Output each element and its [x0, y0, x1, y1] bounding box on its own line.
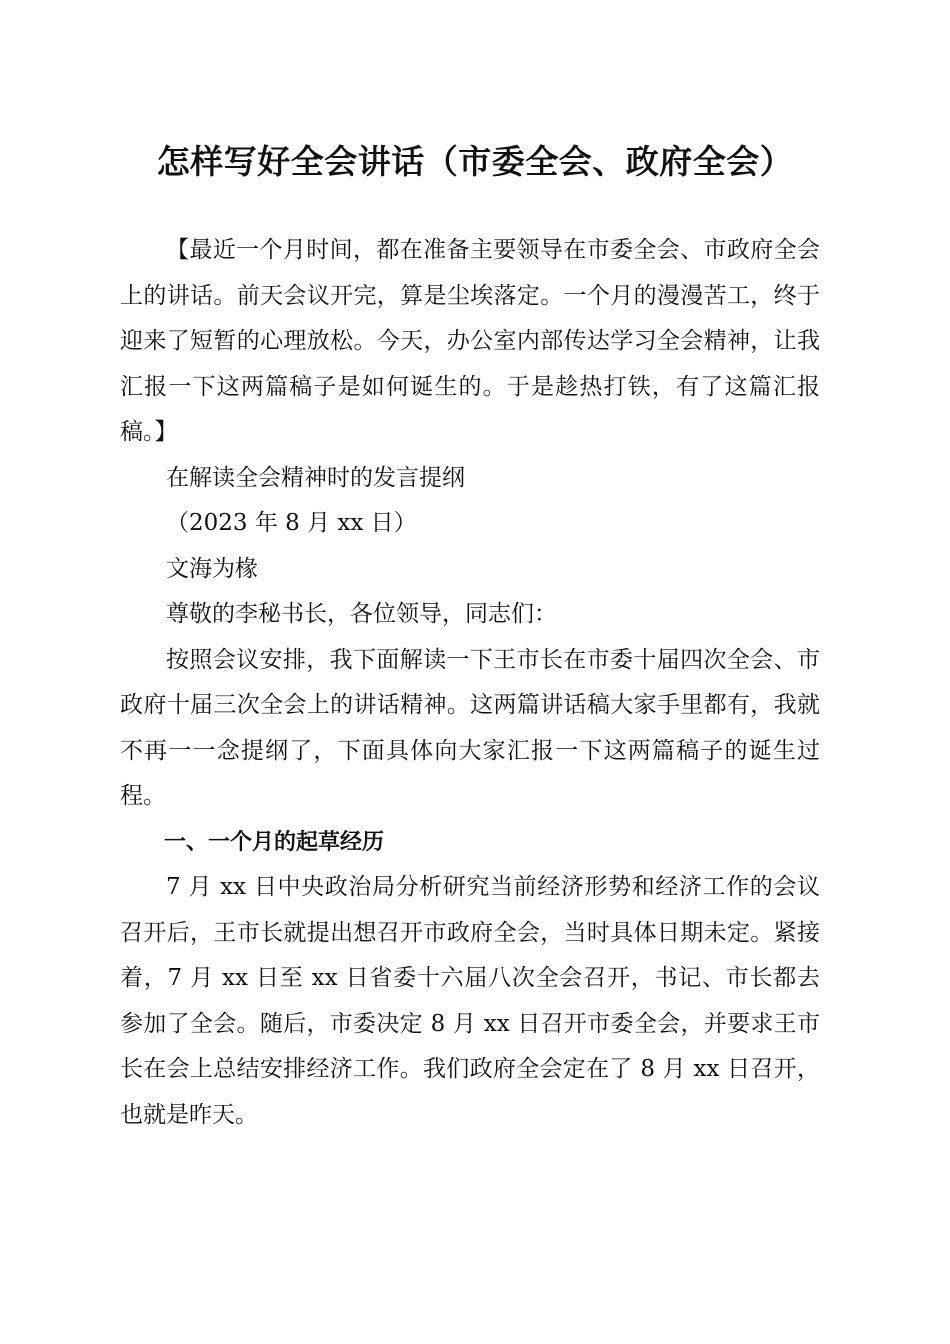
document-title: 怎样写好全会讲话（市委全会、政府全会） [156, 142, 794, 181]
speech-subtitle: 在解读全会精神时的发言提纲 [166, 464, 465, 491]
section-heading-1: 一、一个月的起草经历 [164, 829, 385, 855]
document-body [120, 228, 820, 1138]
intro-paragraph: 【最近一个月时间，都在准备主要领导在市委全会、市政府全会上的讲话。前天会议开完，算是尘埃落定。一个月的漫漫苦工，终于迎来了短暂的心理放松。今天，办公室内部传达学习全会精神，让我汇报一下这两篇稿子是如何诞生的。于是趁热打铁，有了这篇汇报稿。】 [120, 237, 820, 445]
speech-author: 文海为椽 [166, 555, 258, 582]
body-paragraph-2: 7 月 xx 日中央政治局分析研究当前经济形势和经济工作的会议召开后，王市长就提出想召开市政府全会，当时具体日期未定。紧接着，7 月 xx 日至 xx 日省委十六届八次全会召开，书记、市长都去参加了全会。随后，市委决定 8 月 xx 日召开市委全会，并要求王市长在会上总结安排经济工作。我们政府全会定在了 8 月 xx 日召开，也就是昨天。 [120, 874, 820, 1128]
speech-date: （2023 年 8 月 xx 日） [166, 510, 417, 536]
salutation: 尊敬的李秘书长，各位领导，同志们： [166, 601, 557, 627]
body-paragraph-1: 按照会议安排，我下面解读一下王市长在市委十届四次全会、市政府十届三次全会上的讲话精神。这两篇讲话稿大家手里都有，我就不再一一念提纲了，下面具体向大家汇报一下这两篇稿子的诞生过程。 [120, 646, 820, 809]
